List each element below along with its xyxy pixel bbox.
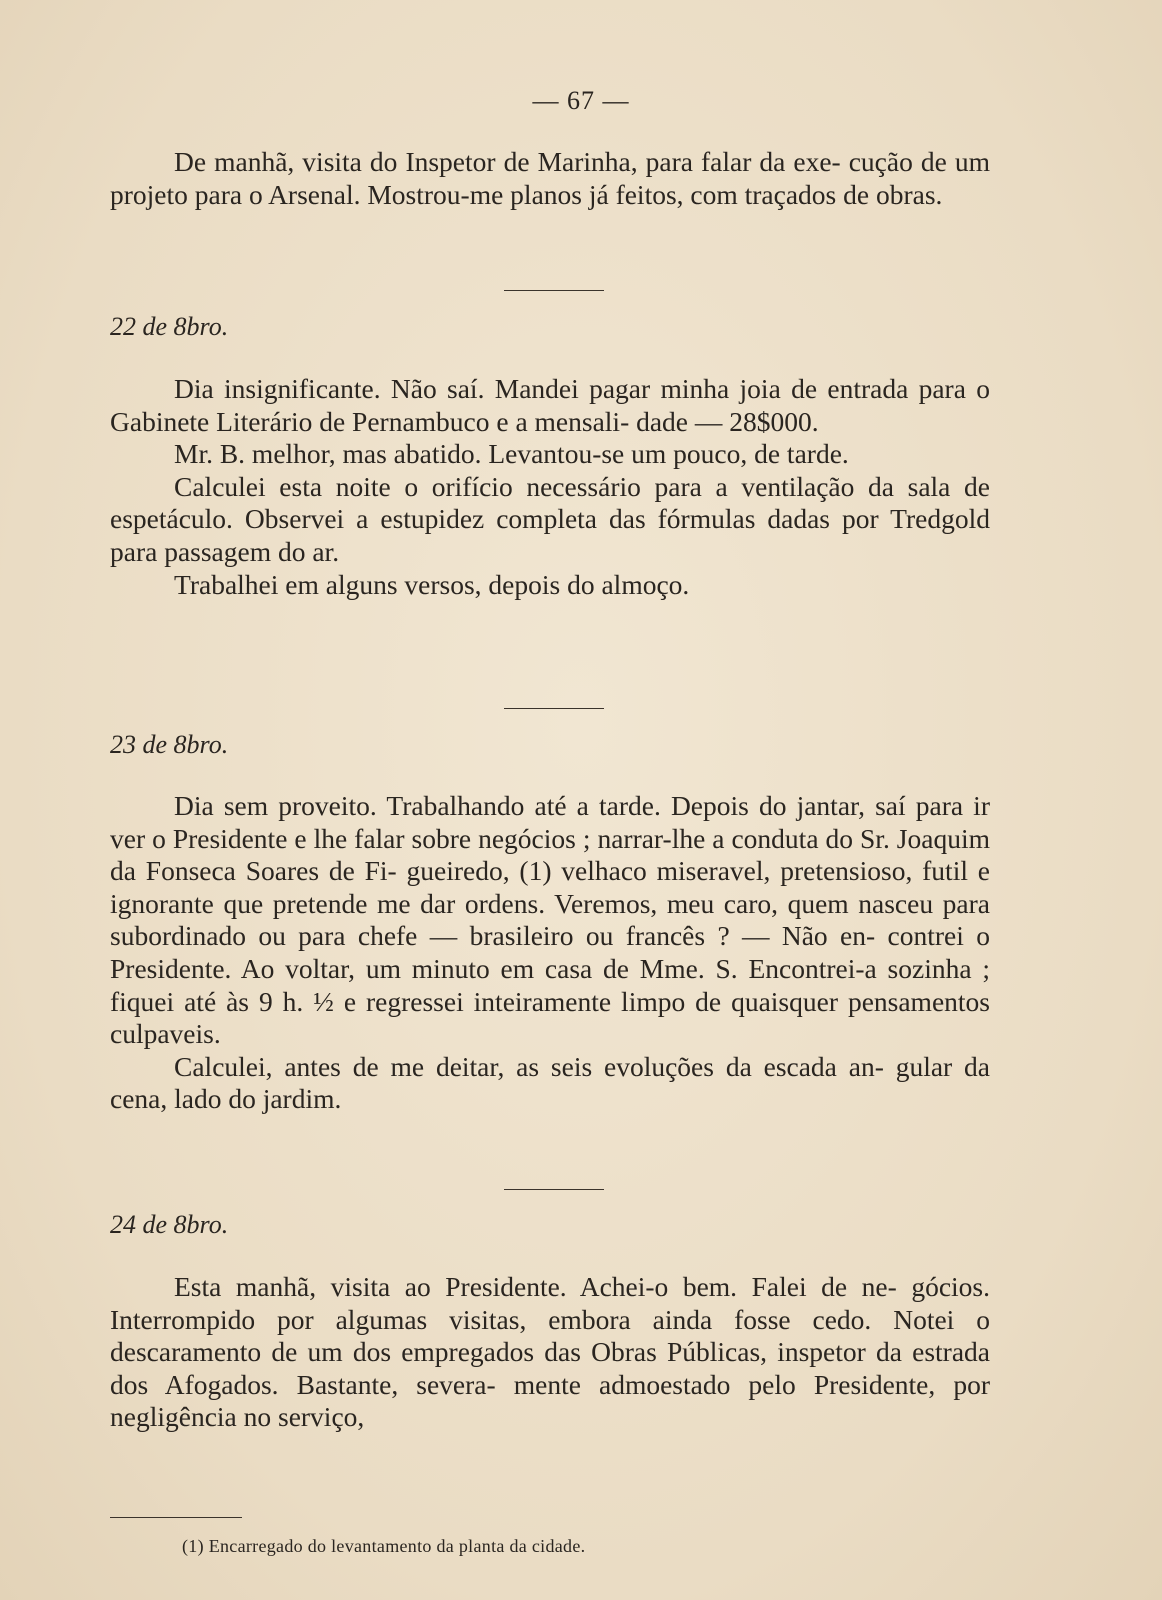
entry-24-body (110, 1271, 990, 1434)
paragraph: De manhã, visita do Inspetor de Marinha, para falar da exe- cução de um projeto para o Arsenal. Mostrou-me planos já feitos, com traçados de obras. (110, 146, 990, 210)
section-divider (504, 708, 604, 709)
paragraph: Dia sem proveito. Trabalhando até a tarde. Depois do jantar, saí para ir ver o Presidente e lhe falar sobre negócios ; narrar-lhe a conduta do Sr. Joaquim da Fonseca Soares de Fi- gueiredo, (1) velhaco miseravel, pretensioso, futil e ignorante que pretende me dar ordens. Veremos, meu caro, quem nasceu para subordinado ou para chefe — brasileiro ou francês ? — Não en- contrei o Presidente. Ao voltar, um minuto em casa de Mme. S. Encontrei-a sozinha ; fiquei até às 9 h. ½ e regressei inteiramente limpo de quaisquer pensamentos culpaveis. (110, 790, 990, 1050)
paragraph: Mr. B. melhor, mas abatido. Levantou-se um pouco, de tarde. (174, 438, 849, 470)
page-number: — 67 — (532, 86, 630, 115)
entry-date-24: 24 de 8bro. (110, 1210, 229, 1239)
entry-23-body (110, 790, 990, 1116)
paragraph: Esta manhã, visita ao Presidente. Achei-o bem. Falei de ne- gócios. Interrompido por algumas visitas, embora ainda fosse cedo. Notei o descaramento de um dos empregados das Obras Públicas, inspetor da estrada dos Afogados. Bastante, severa- mente admoestado pelo Presidente, por negligência no serviço, (110, 1271, 990, 1433)
entry-date-22: 22 de 8bro. (110, 312, 229, 341)
entry-date-23: 23 de 8bro. (110, 730, 229, 759)
footnote: (1) Encarregado do levantamento da planta da cidade. (182, 1536, 586, 1556)
paragraph: Calculei, antes de me deitar, as seis evoluções da escada an- gular da cena, lado do jardim. (110, 1050, 990, 1115)
section-divider (504, 290, 604, 291)
paragraph: Trabalhei em alguns versos, depois do almoço. (174, 568, 690, 600)
footnote-divider (110, 1517, 242, 1518)
entry-22-body (110, 373, 990, 601)
paragraph: Calculei esta noite o orifício necessário para a ventilação da sala de espetáculo. Observei a estupidez completa das fórmulas dadas por Tredgold para passagem do ar. (110, 470, 990, 567)
section-divider (504, 1189, 604, 1190)
paragraph: Dia insignificante. Não saí. Mandei pagar minha joia de entrada para o Gabinete Literário de Pernambuco e a mensali- dade — 28$000. (110, 373, 990, 437)
intro-section (110, 146, 990, 211)
